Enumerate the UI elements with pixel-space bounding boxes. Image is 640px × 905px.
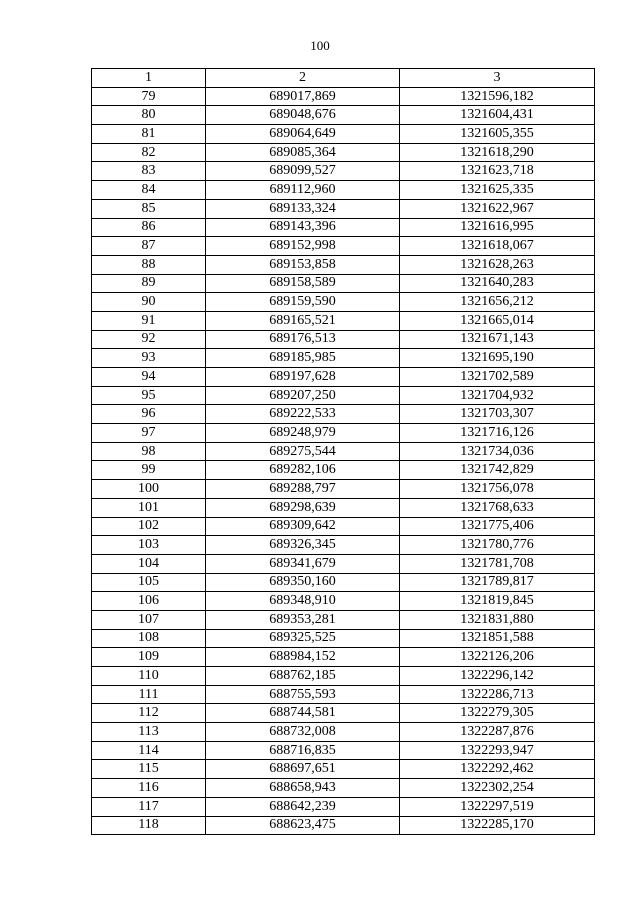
x-coordinate-cell: 689350,160 (206, 573, 400, 592)
point-number-cell: 91 (92, 311, 206, 330)
y-coordinate-cell: 1321734,036 (400, 442, 595, 461)
x-coordinate-cell: 689325,525 (206, 629, 400, 648)
table-row (92, 461, 595, 480)
x-coordinate-cell: 689048,676 (206, 106, 400, 125)
x-coordinate-cell: 689298,639 (206, 498, 400, 517)
y-coordinate-cell: 1322126,206 (400, 648, 595, 667)
page-number: 100 (310, 38, 330, 53)
x-coordinate-cell: 689152,998 (206, 237, 400, 256)
x-coordinate-cell: 688732,008 (206, 723, 400, 742)
y-coordinate-cell: 1321656,212 (400, 293, 595, 312)
table-row (92, 517, 595, 536)
table-row (92, 554, 595, 573)
y-coordinate-cell: 1321622,967 (400, 199, 595, 218)
point-number-cell: 98 (92, 442, 206, 461)
x-coordinate-cell: 689165,521 (206, 311, 400, 330)
point-number-cell: 80 (92, 106, 206, 125)
point-number-cell: 81 (92, 125, 206, 144)
x-coordinate-cell: 689153,858 (206, 255, 400, 274)
point-number-cell: 89 (92, 274, 206, 293)
point-number-cell: 102 (92, 517, 206, 536)
y-coordinate-cell: 1321695,190 (400, 349, 595, 368)
table-row (92, 143, 595, 162)
table-row (92, 330, 595, 349)
table-body (92, 87, 595, 835)
x-coordinate-cell: 689275,544 (206, 442, 400, 461)
x-coordinate-cell: 688697,651 (206, 760, 400, 779)
point-number-cell: 92 (92, 330, 206, 349)
y-coordinate-cell: 1321742,829 (400, 461, 595, 480)
point-number-cell: 111 (92, 685, 206, 704)
table-row (92, 741, 595, 760)
y-coordinate-cell: 1321616,995 (400, 218, 595, 237)
x-coordinate-cell: 688744,581 (206, 704, 400, 723)
point-number-cell: 88 (92, 255, 206, 274)
column-header-1: 1 (92, 69, 206, 88)
x-coordinate-cell: 689085,364 (206, 143, 400, 162)
point-number-cell: 110 (92, 667, 206, 686)
table-row (92, 779, 595, 798)
point-number-cell: 96 (92, 405, 206, 424)
x-coordinate-cell: 688755,593 (206, 685, 400, 704)
y-coordinate-cell: 1321618,290 (400, 143, 595, 162)
y-coordinate-cell: 1321628,263 (400, 255, 595, 274)
table-row (92, 125, 595, 144)
y-coordinate-cell: 1321851,588 (400, 629, 595, 648)
x-coordinate-cell: 689353,281 (206, 610, 400, 629)
y-coordinate-cell: 1321716,126 (400, 424, 595, 443)
y-coordinate-cell: 1321831,880 (400, 610, 595, 629)
table-row (92, 667, 595, 686)
y-coordinate-cell: 1321768,633 (400, 498, 595, 517)
table-row (92, 106, 595, 125)
table-row (92, 816, 595, 835)
point-number-cell: 97 (92, 424, 206, 443)
y-coordinate-cell: 1321819,845 (400, 592, 595, 611)
table-row (92, 685, 595, 704)
y-coordinate-cell: 1321605,355 (400, 125, 595, 144)
table-row (92, 237, 595, 256)
y-coordinate-cell: 1322293,947 (400, 741, 595, 760)
point-number-cell: 93 (92, 349, 206, 368)
point-number-cell: 108 (92, 629, 206, 648)
y-coordinate-cell: 1321665,014 (400, 311, 595, 330)
point-number-cell: 114 (92, 741, 206, 760)
y-coordinate-cell: 1321781,708 (400, 554, 595, 573)
point-number-cell: 105 (92, 573, 206, 592)
y-coordinate-cell: 1321618,067 (400, 237, 595, 256)
header-row (92, 69, 595, 88)
point-number-cell: 117 (92, 797, 206, 816)
y-coordinate-cell: 1322286,713 (400, 685, 595, 704)
table-row (92, 274, 595, 293)
x-coordinate-cell: 689207,250 (206, 386, 400, 405)
table-row (92, 368, 595, 387)
y-coordinate-cell: 1321671,143 (400, 330, 595, 349)
x-coordinate-cell: 689143,396 (206, 218, 400, 237)
x-coordinate-cell: 689197,628 (206, 368, 400, 387)
y-coordinate-cell: 1321704,932 (400, 386, 595, 405)
table-row (92, 442, 595, 461)
point-number-cell: 115 (92, 760, 206, 779)
table-row (92, 386, 595, 405)
x-coordinate-cell: 689133,324 (206, 199, 400, 218)
y-coordinate-cell: 1321596,182 (400, 87, 595, 106)
point-number-cell: 83 (92, 162, 206, 181)
x-coordinate-cell: 688658,943 (206, 779, 400, 798)
x-coordinate-cell: 689017,869 (206, 87, 400, 106)
x-coordinate-cell: 688623,475 (206, 816, 400, 835)
point-number-cell: 86 (92, 218, 206, 237)
point-number-cell: 84 (92, 181, 206, 200)
x-coordinate-cell: 689248,979 (206, 424, 400, 443)
y-coordinate-cell: 1321702,589 (400, 368, 595, 387)
point-number-cell: 113 (92, 723, 206, 742)
table-row (92, 592, 595, 611)
point-number-cell: 95 (92, 386, 206, 405)
x-coordinate-cell: 689282,106 (206, 461, 400, 480)
table-row (92, 405, 595, 424)
x-coordinate-cell: 689348,910 (206, 592, 400, 611)
table-row (92, 498, 595, 517)
y-coordinate-cell: 1322279,305 (400, 704, 595, 723)
point-number-cell: 104 (92, 554, 206, 573)
y-coordinate-cell: 1322292,462 (400, 760, 595, 779)
y-coordinate-cell: 1321703,307 (400, 405, 595, 424)
table-row (92, 760, 595, 779)
x-coordinate-cell: 689176,513 (206, 330, 400, 349)
point-number-cell: 101 (92, 498, 206, 517)
point-number-cell: 79 (92, 87, 206, 106)
table-row (92, 480, 595, 499)
x-coordinate-cell: 688642,239 (206, 797, 400, 816)
table-row (92, 293, 595, 312)
table-row (92, 181, 595, 200)
y-coordinate-cell: 1321640,283 (400, 274, 595, 293)
point-number-cell: 87 (92, 237, 206, 256)
x-coordinate-cell: 688716,835 (206, 741, 400, 760)
y-coordinate-cell: 1321775,406 (400, 517, 595, 536)
point-number-cell: 103 (92, 536, 206, 555)
x-coordinate-cell: 689288,797 (206, 480, 400, 499)
table-row (92, 162, 595, 181)
point-number-cell: 94 (92, 368, 206, 387)
y-coordinate-cell: 1321623,718 (400, 162, 595, 181)
y-coordinate-cell: 1321604,431 (400, 106, 595, 125)
point-number-cell: 107 (92, 610, 206, 629)
table-row (92, 629, 595, 648)
table-row (92, 704, 595, 723)
coordinates-table (91, 68, 595, 835)
table-row (92, 311, 595, 330)
column-header-2: 2 (206, 69, 400, 88)
table-row (92, 424, 595, 443)
point-number-cell: 82 (92, 143, 206, 162)
table-row (92, 610, 595, 629)
table-row (92, 797, 595, 816)
x-coordinate-cell: 689309,642 (206, 517, 400, 536)
column-header-3: 3 (400, 69, 595, 88)
x-coordinate-cell: 689159,590 (206, 293, 400, 312)
table-row (92, 573, 595, 592)
table-row (92, 648, 595, 667)
table-row (92, 723, 595, 742)
table-header (92, 69, 595, 88)
y-coordinate-cell: 1322296,142 (400, 667, 595, 686)
x-coordinate-cell: 688984,152 (206, 648, 400, 667)
x-coordinate-cell: 689326,345 (206, 536, 400, 555)
table-row (92, 255, 595, 274)
point-number-cell: 109 (92, 648, 206, 667)
y-coordinate-cell: 1322302,254 (400, 779, 595, 798)
point-number-cell: 100 (92, 480, 206, 499)
x-coordinate-cell: 688762,185 (206, 667, 400, 686)
x-coordinate-cell: 689099,527 (206, 162, 400, 181)
x-coordinate-cell: 689341,679 (206, 554, 400, 573)
table-row (92, 349, 595, 368)
y-coordinate-cell: 1322297,519 (400, 797, 595, 816)
x-coordinate-cell: 689222,533 (206, 405, 400, 424)
x-coordinate-cell: 689064,649 (206, 125, 400, 144)
table-row (92, 87, 595, 106)
x-coordinate-cell: 689158,589 (206, 274, 400, 293)
point-number-cell: 118 (92, 816, 206, 835)
y-coordinate-cell: 1321756,078 (400, 480, 595, 499)
y-coordinate-cell: 1322287,876 (400, 723, 595, 742)
x-coordinate-cell: 689185,985 (206, 349, 400, 368)
y-coordinate-cell: 1321625,335 (400, 181, 595, 200)
table-row (92, 536, 595, 555)
y-coordinate-cell: 1322285,170 (400, 816, 595, 835)
table-row (92, 199, 595, 218)
point-number-cell: 106 (92, 592, 206, 611)
point-number-cell: 116 (92, 779, 206, 798)
point-number-cell: 112 (92, 704, 206, 723)
y-coordinate-cell: 1321780,776 (400, 536, 595, 555)
table-row (92, 218, 595, 237)
point-number-cell: 85 (92, 199, 206, 218)
point-number-cell: 90 (92, 293, 206, 312)
x-coordinate-cell: 689112,960 (206, 181, 400, 200)
y-coordinate-cell: 1321789,817 (400, 573, 595, 592)
point-number-cell: 99 (92, 461, 206, 480)
